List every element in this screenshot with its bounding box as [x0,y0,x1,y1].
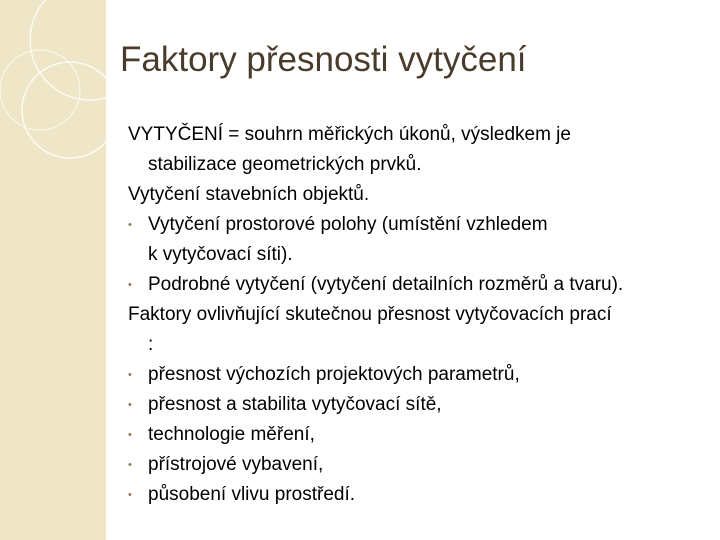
bullet-text: přesnost výchozích projektových parametrů, [148,364,520,385]
bullet-item [128,360,713,390]
bullet-icon: • [128,219,132,231]
bullet-item [128,210,713,240]
bullet-item [128,480,713,510]
bullet-icon: • [128,459,132,471]
text-line: : [148,334,154,355]
decorative-circles [0,0,106,540]
bullet-text: přístrojové vybavení, [148,454,324,475]
text-line: VYTYČENÍ = souhrn měřických úkonů, výsledkem je [128,124,571,145]
slide-body [128,120,713,510]
bullet-icon: • [128,399,132,411]
bullet-text: působení vlivu prostředí. [148,484,356,505]
bullet-item [128,450,713,480]
text-line: Faktory ovlivňující skutečnou přesnost vytyčovacích prací [128,304,612,325]
bullet-text: Podrobné vytyčení (vytyčení detailních rozměrů a tvaru). [148,274,624,295]
bullet-item [128,270,713,300]
bullet-icon: • [128,489,132,501]
slide-title: Faktory přesnosti vytyčení [120,40,527,79]
bullet-text: přesnost a stabilita vytyčovací sítě, [148,394,442,415]
bullet-icon: • [128,279,132,291]
bullet-item [128,390,713,420]
text-line: stabilizace geometrických prvků. [148,154,422,175]
decorative-side-band [0,0,106,540]
bullet-item [128,420,713,450]
text-line: Vytyčení stavebních objektů. [128,184,370,205]
bullet-icon: • [128,429,132,441]
text-line: k vytyčovací síti). [148,244,293,265]
bullet-icon: • [128,369,132,381]
bullet-text: technologie měření, [148,424,315,445]
bullet-text: Vytyčení prostorové polohy (umístění vzhledem [148,214,548,235]
